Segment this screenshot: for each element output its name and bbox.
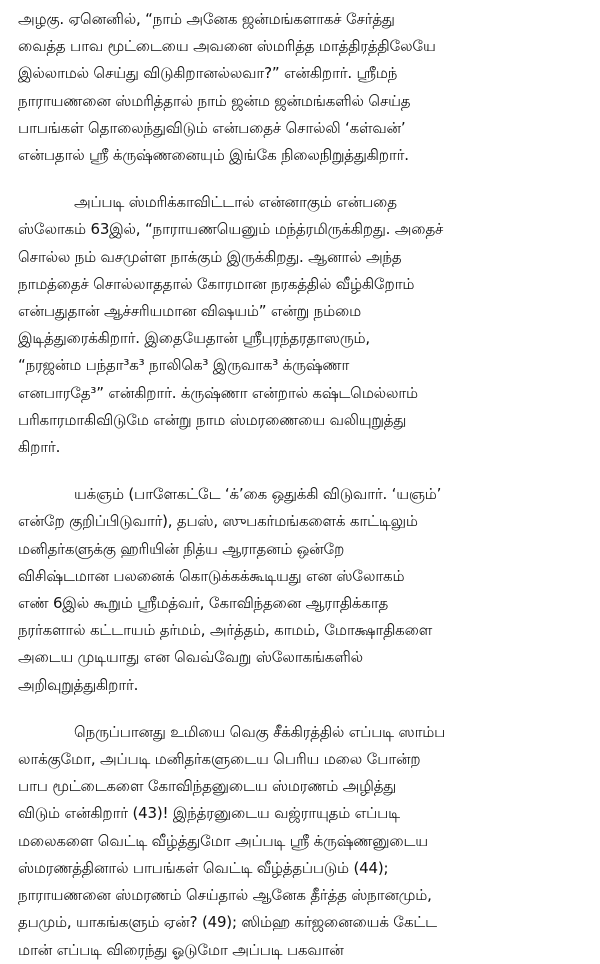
text-line: எண் 6இல் கூறும் ஸ்ரீமத்வர், கோவிந்தனை ஆராதிக்காத (18, 594, 389, 613)
text-line: மலைகளை வெட்டி வீழ்த்துமோ அப்படி ஸ்ரீ க்ருஷ்ணனுடைய (18, 831, 428, 850)
text-line: நெருப்பானது உமியை வெகு சீக்கிரத்தில் எப்படி ஸாம்ப (74, 722, 446, 741)
text-line: கிறார். (18, 438, 61, 457)
paragraph-gap (18, 461, 582, 481)
text-line: அப்படி ஸ்மரிக்காவிட்டால் என்னாகும் என்பதை (74, 193, 397, 212)
text-line: வைத்த பாவ மூட்டையை அவனை ஸ்மரித்த மாத்திரத்திலேயே (18, 37, 436, 56)
text-line: பாபங்கள் தொலைந்துவிடும் என்பதைச் சொல்லி ‘கள்வன்’ (18, 118, 406, 137)
text-line: நாராயணனை ஸ்மரித்தால் நாம் ஜன்ம ஜன்மங்களில் செய்த (18, 91, 411, 110)
text-line: லாக்குமோ, அப்படி மனிதர்களுடைய பெரிய மலை போன்ற (18, 750, 421, 769)
text-line: அழகு. ஏனெனில், “நாம் அனேக ஜன்மங்களாகச் சேர்த்து (18, 10, 395, 28)
text-line: அறிவுறுத்துகிறார். (18, 675, 139, 694)
text-line: ஸ்லோகம் 63இல், “நாராயணயெனும் மந்த்ரமிருக்கிறது. அதைச் (18, 220, 444, 239)
paragraph-3 (18, 481, 582, 699)
text-line: என்பதுதான் ஆச்சரியமான விஷயம்” என்று நம்மை (18, 302, 362, 321)
text-line: எனபாரதே³” என்கிறார். க்ருஷ்ணா என்றால் கஷ்டமெல்லாம் (18, 383, 418, 402)
text-line: நாமத்தைச் சொல்லாததால் கோரமான நரகத்தில் வீழ்கிறோம் (18, 274, 415, 293)
text-line: விசிஷ்டமான பலனைக் கொடுக்கக்கூடியது என ஸ்லோகம் (18, 566, 405, 585)
text-line: என்றே குறிப்பிடுவார்), தபஸ், ஸுபகர்மங்களைக் காட்டிலும் (18, 512, 418, 531)
text-line: மான் எப்படி விரைந்து ஓடுமோ அப்படி பகவான் (18, 940, 344, 959)
text-line: நாராயணனை ஸ்மரணம் செய்தால் ஆனேக தீர்த்த ஸ்நானமும், (18, 886, 432, 905)
text-line: தபமும், யாகங்களும் ஏன்? (49); ஸிம்ஹ கர்ஜனையைக் கேட்ட (18, 913, 437, 932)
text-line: பரிகாரமாகிவிடுமே என்று நாம ஸ்மரணையை வலியுறுத்து (18, 410, 407, 429)
paragraph-4 (18, 719, 582, 964)
paragraph-1 (18, 6, 582, 169)
paragraph-gap (18, 169, 582, 189)
text-line: சொல்ல நம் வசமுள்ள நாக்கும் இருக்கிறது. ஆனால் அந்த (18, 247, 402, 266)
text-line: நரர்களால் கட்டாயம் தர்மம், அர்த்தம், காமம், மோக்ஷாதிகளை (18, 621, 433, 640)
text-line: என்பதால் ஸ்ரீ க்ருஷ்ணனையும் இங்கே நிலைநிறுத்துகிறார். (18, 146, 409, 165)
text-line: அடைய முடியாது என வெவ்வேறு ஸ்லோகங்களில் (18, 648, 363, 667)
text-line: ஸ்மரணத்தினால் பாபங்கள் வெட்டி வீழ்த்தப்படும் (44); (18, 858, 389, 877)
text-line: விடும் என்கிறார் (43)! இந்த்ரனுடைய வஜ்ராயுதம் எப்படி (18, 804, 400, 823)
text-line: மனிதர்களுக்கு ஹரியின் நித்ய ஆராதனம் ஒன்றே (18, 539, 345, 558)
paragraph-2 (18, 189, 582, 461)
text-line: யக்ஞம் (பாளேகட்டே ‘க்’கை ஒதுக்கி விடுவார். ‘யஞம்’ (74, 485, 442, 504)
text-line: இல்லாமல் செய்து விடுகிறானல்லவா?” என்கிறார். ஸ்ரீமந் (18, 64, 398, 83)
paragraph-gap (18, 699, 582, 719)
text-line: இடித்துரைக்கிறார். இதையேதான் ஸ்ரீபுரந்தரதாஸரும், (18, 329, 370, 348)
text-line: பாப மூட்டைகளை கோவிந்தனுடைய ஸ்மரணம் அழித்து (18, 777, 397, 796)
text-line: “நரஜன்ம பந்தா³க³ நாலிகெ³ இருவாக³ க்ருஷ்ணா (18, 356, 350, 375)
